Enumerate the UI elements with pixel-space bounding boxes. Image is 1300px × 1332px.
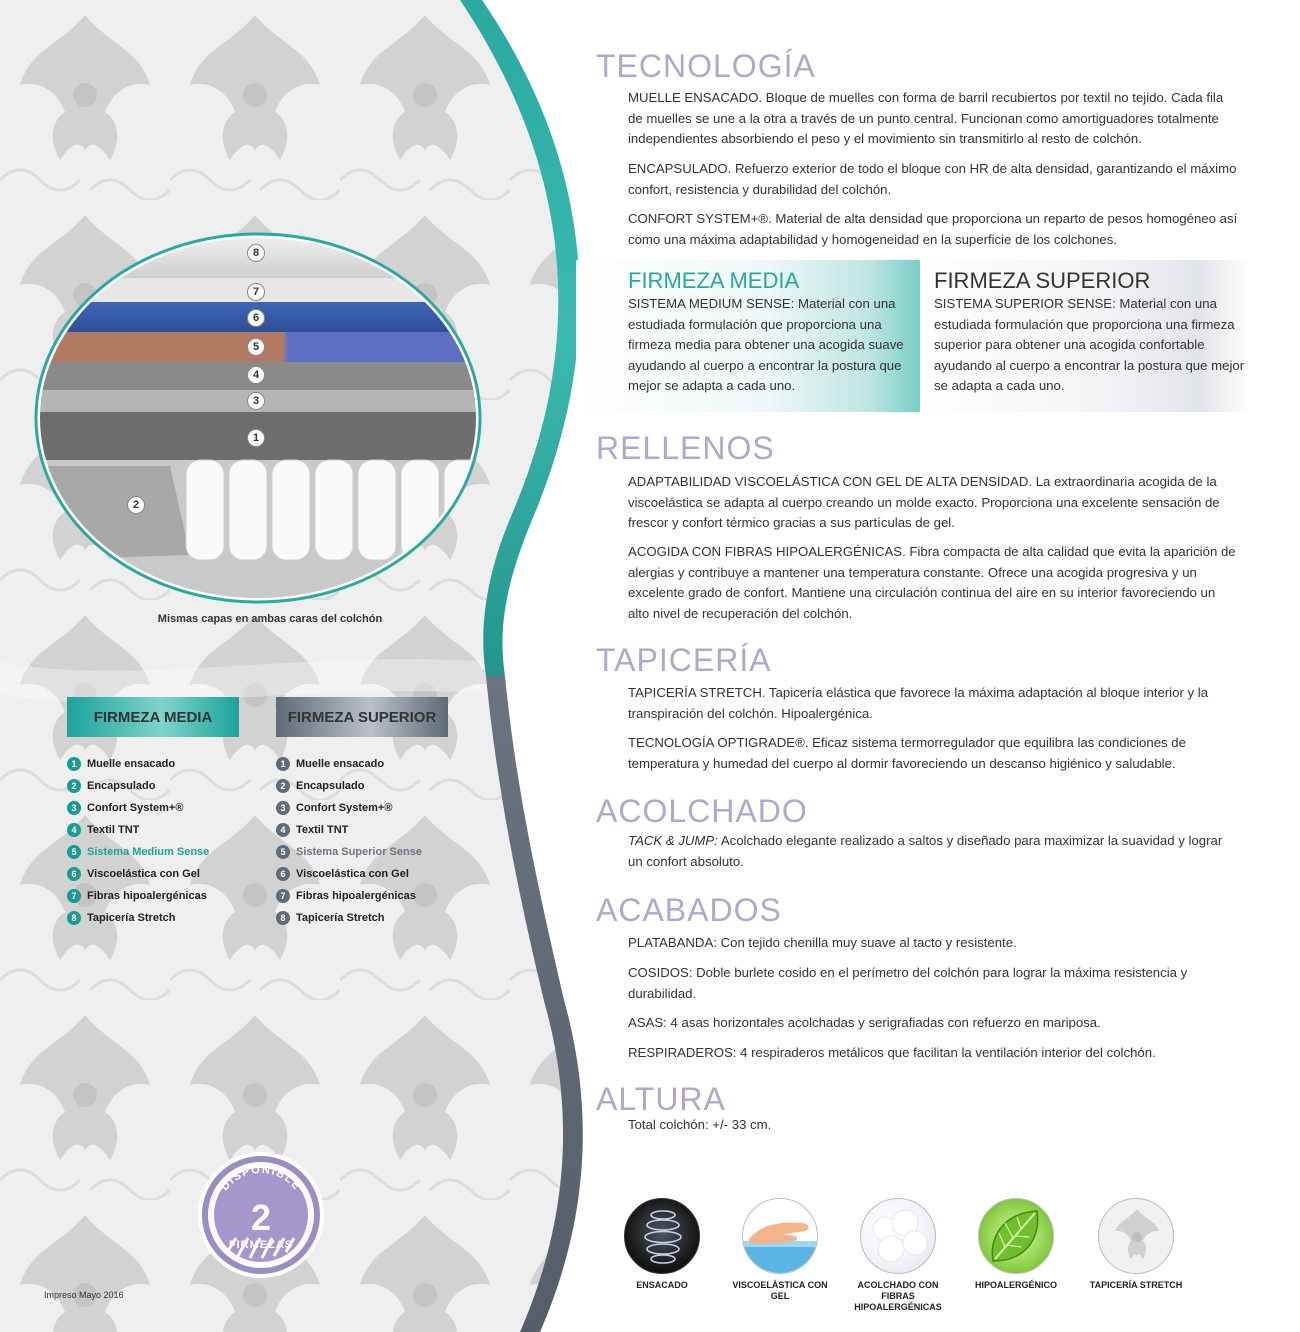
firmeza-superior-box <box>920 260 1250 412</box>
imprint-date: Impreso Mayo 2016 <box>44 1290 124 1300</box>
fiber-icon <box>860 1198 936 1274</box>
section-title-tapiceria: TAPICERÍA <box>596 642 772 678</box>
feature-label: TAPICERÍA STRETCH <box>1089 1280 1183 1290</box>
list-item: 1 Muelle ensacado <box>276 753 448 775</box>
firmeza-media-box-title: FIRMEZA MEDIA <box>628 268 800 293</box>
firmeza-superior-header: FIRMEZA SUPERIOR <box>276 697 448 737</box>
list-item: 3 Confort System+® <box>276 797 448 819</box>
feature-acolchado-fibras <box>843 1198 953 1313</box>
acolchado-emphasis: TACK & JUMP: <box>628 833 718 848</box>
tapiceria-paragraph-2: TECNOLOGÍA OPTIGRADE®. Eficaz sistema termorregulador que equilibra las condiciones de temperatura y humedad del cuerpo al dormir favoreciendo un descanso higiénico y saludable. <box>628 735 1186 771</box>
tecnologia-paragraph-2: ENCAPSULADO. Refuerzo exterior de todo el bloque con HR de alta densidad, garantizando el máximo confort, resistencia y durabilidad del colchón. <box>628 161 1237 197</box>
badge-top-text: DISPONIBLE <box>218 1163 304 1194</box>
leaf-icon <box>978 1198 1054 1274</box>
layer-number-1: 1 <box>247 429 265 447</box>
list-item: 7 Fibras hipoalergénicas <box>276 885 448 907</box>
tecnologia-paragraph-1: MUELLE ENSACADO. Bloque de muelles con forma de barril recubiertos por textil no tejido. Cada fila de muelles se une a la otra a través de un punto central. Funcionan como amortiguadores totalmente independientes absorbiendo el peso y el movimiento sin transmitirlo al resto de colchón. <box>628 90 1224 146</box>
feature-viscoelastica <box>725 1198 835 1302</box>
list-item: 3 Confort System+® <box>67 797 239 819</box>
feature-label: HIPOALERGÉNICO <box>974 1280 1057 1290</box>
list-item: 8 Tapicería Stretch <box>67 907 239 929</box>
list-item: 2 Encapsulado <box>276 775 448 797</box>
section-title-altura: ALTURA <box>596 1081 726 1117</box>
feature-hipoalergenico <box>961 1198 1071 1291</box>
firmeza-superior-box-title: FIRMEZA SUPERIOR <box>934 268 1151 293</box>
altura-paragraph-1: Total colchón: +/- 33 cm. <box>628 1117 772 1132</box>
list-item: 6 Viscoelástica con Gel <box>67 863 239 885</box>
tecnologia-paragraph-3: CONFORT SYSTEM+®. Material de alta densidad que proporciona un reparto de pesos homogéneo así como una máxima adaptabilidad y homogeneidad en la superficie de los colchones. <box>628 211 1238 247</box>
svg-text:DISPONIBLE <box>219 1164 303 1193</box>
list-item-highlighted: 5 Sistema Medium Sense <box>67 841 239 863</box>
layer-number-3: 3 <box>247 392 265 410</box>
acabados-paragraph-2: COSIDOS: Doble burlete cosido en el perímetro del colchón para lograr la máxima resistencia y durabilidad. <box>628 965 1188 1001</box>
list-item: 8 Tapicería Stretch <box>276 907 448 929</box>
list-item: 1 Muelle ensacado <box>67 753 239 775</box>
firmeza-superior-box-text: SISTEMA SUPERIOR SENSE: Material con una estudiada formulación que proporciona una firmeza superior para obtener una acogida confortable ayudando al cuerpo a encontrar la postura que mejor se adapta a cada uno. <box>934 296 1245 393</box>
acolchado-paragraph-1: TACK & JUMP: Acolchado elegante realizado a saltos y diseñado para maximizar la suavidad y lograr un confort absoluto. <box>628 833 1223 869</box>
firmeza-media-box <box>576 260 920 412</box>
layer-number-5: 5 <box>247 338 265 356</box>
badge-bottom-text: FIRMEZAS <box>228 1239 294 1251</box>
list-item: 6 Viscoelástica con Gel <box>276 863 448 885</box>
acabados-paragraph-3: ASAS: 4 asas horizontales acolchadas y serigrafiadas con refuerzo en mariposa. <box>628 1015 1101 1030</box>
list-item: 4 Textil TNT <box>67 819 239 841</box>
list-item: 7 Fibras hipoalergénicas <box>67 885 239 907</box>
feature-label: ACOLCHADO CON FIBRAS HIPOALERGÉNICAS <box>854 1280 942 1312</box>
list-item: 2 Encapsulado <box>67 775 239 797</box>
firmeza-superior-column <box>276 697 448 929</box>
section-title-acolchado: ACOLCHADO <box>596 793 808 829</box>
list-item: 4 Textil TNT <box>276 819 448 841</box>
section-title-tecnologia: TECNOLOGÍA <box>596 48 816 84</box>
section-title-acabados: ACABADOS <box>596 892 782 928</box>
disponible-firmezas-badge <box>196 1150 326 1280</box>
section-title-rellenos: RELLENOS <box>596 430 775 466</box>
layer-number-6: 6 <box>247 309 265 327</box>
gel-hand-icon <box>742 1198 818 1274</box>
tapiceria-paragraph-1: TAPICERÍA STRETCH. Tapicería elástica que favorece la máxima adaptación al bloque interior y la transpiración del colchón. Hipoalergénica. <box>628 685 1209 721</box>
rellenos-paragraph-2: ACOGIDA CON FIBRAS HIPOALERGÉNICAS. Fibra compacta de alta calidad que evita la aparición de alergias y contribuye a mantener una temperatura constante. Ofrece una acogida progresiva y un excelente grado de confort. Mantiene una circulación continua del aire en su interior favoreciendo un alto nivel de recuperación del colchón. <box>628 544 1236 621</box>
firmeza-media-header: FIRMEZA MEDIA <box>67 697 239 737</box>
acabados-paragraph-4: RESPIRADEROS: 4 respiraderos metálicos que facilitan la ventilación interior del colchón. <box>628 1045 1156 1060</box>
layer-number-4: 4 <box>247 366 265 384</box>
firmeza-superior-list <box>276 753 448 929</box>
layers-caption: Mismas capas en ambas caras del colchón <box>157 613 383 625</box>
acabados-paragraph-1: PLATABANDA: Con tejido chenilla muy suave al tacto y resistente. <box>628 935 1017 950</box>
feature-label: ENSACADO <box>636 1280 688 1290</box>
fabric-icon <box>1098 1198 1174 1274</box>
layer-number-2: 2 <box>127 496 145 514</box>
firmeza-media-column <box>67 697 239 929</box>
feature-ensacado <box>607 1198 717 1291</box>
firmeza-media-list <box>67 753 239 929</box>
layer-number-7: 7 <box>247 283 265 301</box>
layer-number-8: 8 <box>247 244 265 262</box>
badge-number: 2 <box>250 1197 272 1238</box>
list-item-highlighted: 5 Sistema Superior Sense <box>276 841 448 863</box>
mattress-panel-background <box>0 0 600 1332</box>
spring-icon <box>624 1198 700 1274</box>
firmeza-media-box-text: SISTEMA MEDIUM SENSE: Material con una estudiada formulación que proporciona una firmeza media para obtener una acogida suave ayudando al cuerpo a encontrar la postura que mejor se adapta a cada uno. <box>628 296 904 393</box>
feature-tapiceria-stretch <box>1081 1198 1191 1291</box>
rellenos-paragraph-1: ADAPTABILIDAD VISCOELÁSTICA CON GEL DE ALTA DENSIDAD. La extraordinaria acogida de la viscoelástica se adapta al cuerpo creando un molde exacto. Proporciona una excelente sensación de frescor y confort térmico gracias a sus partículas de gel. <box>628 474 1220 530</box>
feature-label: VISCOELÁSTICA CON GEL <box>732 1280 828 1301</box>
